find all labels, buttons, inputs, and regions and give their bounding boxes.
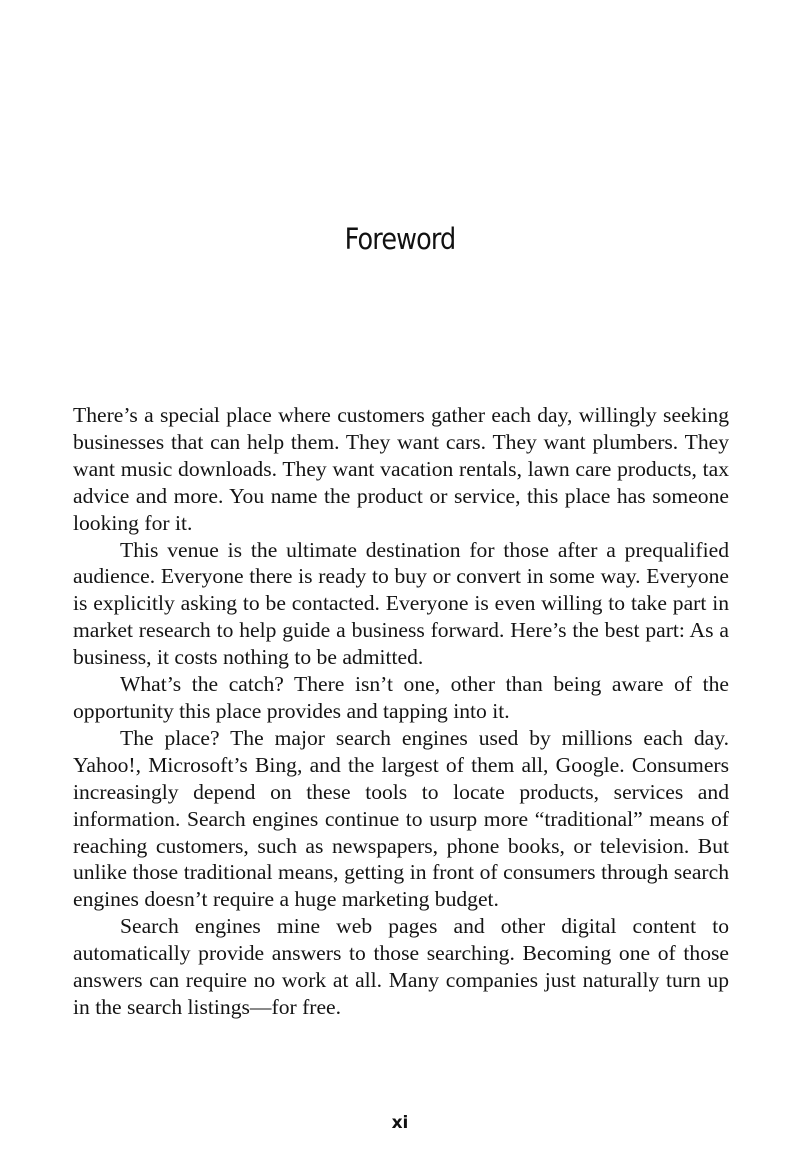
paragraph-1: There’s a special place where customers gather each day, willingly seeking businesses that can help them. They want cars. They want plumbers. They want music downloads. They want vacation rentals, lawn care products, tax advice and more. You name the product or service, this place has someone looking for it. [73, 403, 729, 535]
paragraph-3: What’s the catch? There isn’t one, other than being aware of the opportunity this place provides and tapping into it. [73, 672, 729, 723]
page-number: xi [391, 1113, 409, 1133]
paragraph-2: This venue is the ultimate destination for those after a prequalified audience. Everyone there is ready to buy or convert in some way. Everyone is explicitly asking to be contacted. Everyone is even willing to take part in market research to help guide a business forward. Here’s the best part: As a business, it costs nothing to be admitted. [73, 537, 729, 670]
body-text [73, 402, 729, 1021]
chapter-title: Foreword [344, 222, 456, 256]
paragraph-4: The place? The major search engines used by millions each day. Yahoo!, Microsoft’s Bing, and the largest of them all, Google. Consumers increasingly depend on these tools to locate products, services and information. Search engines continue to usurp more “traditional” means of reaching customers, such as newspapers, phone books, or television. But unlike those traditional means, getting in front of consumers through search engines doesn’t require a huge marketing budget. [73, 725, 729, 912]
paragraph-5: Search engines mine web pages and other digital content to automatically provide answers to those searching. Becoming one of those answers can require no work at all. Many companies just naturally turn up in the search listings—for free. [73, 914, 729, 1019]
